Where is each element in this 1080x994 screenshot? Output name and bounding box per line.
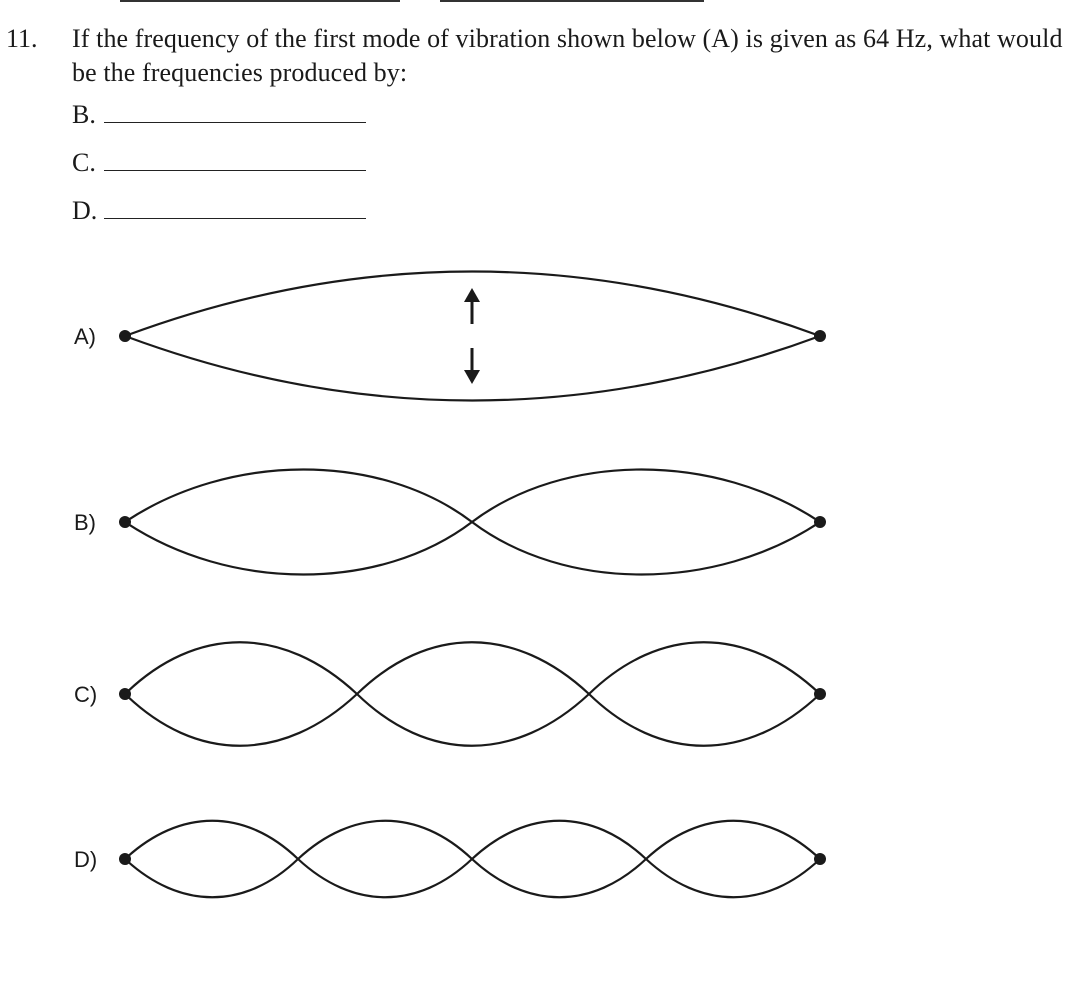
string-end-node: [119, 853, 131, 865]
mode-label: C): [74, 682, 98, 707]
question-number: 11.: [6, 24, 38, 53]
mode-c: [74, 642, 826, 746]
string-end-node: [119, 330, 131, 342]
string-end-node: [814, 688, 826, 700]
string-end-node: [119, 688, 131, 700]
down-arrow-head-icon: [464, 370, 480, 384]
mode-label: D): [74, 847, 98, 872]
up-arrow-head-icon: [464, 288, 480, 302]
string-end-node: [814, 330, 826, 342]
answer-letter: B.: [72, 100, 96, 129]
mode-label: B): [74, 510, 96, 535]
answer-letter: C.: [72, 148, 96, 177]
standing-wave-upper: [125, 821, 820, 859]
answer-letter: D.: [72, 196, 98, 225]
standing-wave-upper: [125, 642, 820, 694]
string-end-node: [814, 853, 826, 865]
standing-wave-lower: [125, 694, 820, 746]
standing-wave-lower: [125, 522, 820, 575]
string-end-node: [814, 516, 826, 528]
question-text: If the frequency of the first mode of vibration shown below (A) is given as 64 Hz, what would be the frequencies produced by:: [72, 24, 1063, 87]
string-end-node: [119, 516, 131, 528]
mode-label: A): [74, 324, 96, 349]
mode-b: [74, 470, 826, 575]
mode-d: [74, 821, 826, 898]
standing-wave-upper: [125, 470, 820, 523]
mode-a: [74, 272, 826, 401]
standing-wave-lower: [125, 859, 820, 897]
